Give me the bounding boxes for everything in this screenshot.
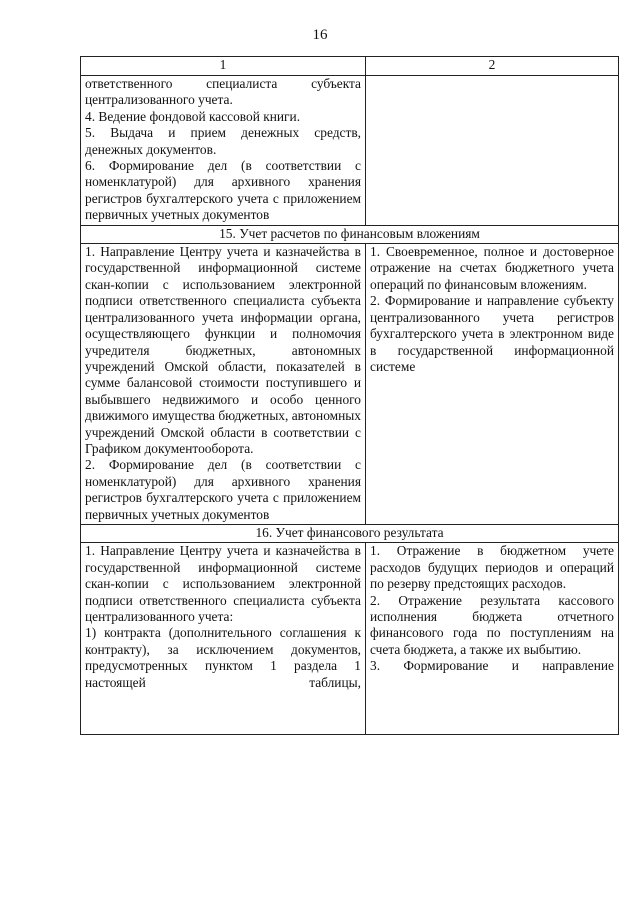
paragraph: 2. Отражение результата кассового исполнения бюджета отчетного финансового года по поступлениям на счета бюджета, а также их выбытию.: [370, 592, 614, 657]
paragraph: 6. Формирование дел (в соответствии с номенклатурой) для архивного хранения регистров бухгалтерского учета с приложением первичных учетных документов: [85, 158, 361, 223]
paragraph: 2. Формирование и направление субъекту централизованного учета регистров бухгалтерского учета в электронном виде в государственной информационной системе: [370, 293, 614, 374]
table-row-section-16: [81, 543, 619, 735]
cell-content-clipped: [370, 543, 614, 733]
paragraph: 5. Выдача и прием денежных средств, денежных документов.: [85, 125, 361, 157]
paragraph: 4. Ведение фондовой кассовой книги.: [85, 108, 301, 124]
column-header-2: 2: [366, 57, 619, 76]
section-15-title-row: [81, 225, 619, 243]
paragraph: 3. Формирование и направление: [370, 658, 614, 674]
paragraph: 1. Отражение в бюджетном учете расходов будущих периодов и операций по резерву предстоящих расходов.: [370, 543, 614, 592]
section-15-right-cell: [366, 244, 619, 525]
continuation-left-cell: [81, 76, 366, 226]
paragraph: 2. Формирование дел (в соответствии с номенклатурой) для архивного хранения регистров бухгалтерского учета с приложением первичных учетных документов: [85, 457, 361, 522]
section-16-right-cell: [366, 543, 619, 735]
section-16-title: 16. Учет финансового результата: [81, 524, 619, 542]
section-16-title-row: [81, 524, 619, 542]
paragraph: 1. Направление Центру учета и казначейства в государственной информационной системе скан-копии с использованием электронной подписи ответственного специалиста субъекта централизованного учета информации органа, осуществляющего функции и полномочия учредителя бюджетных, автономных учреждений Омской области, показателей в сумме балансовой стоимости поступившего и выбывшего недвижимого и особо ценного движимого имущества бюджетных, автономных учреждений Омской области в соответствии с Графиком документооборота.: [85, 244, 361, 456]
table-row-section-15: [81, 244, 619, 525]
paragraph: 1. Направление Центру учета и казначейства в государственной информационной системе скан-копии с использованием электронной подписи ответственного специалиста субъекта централизованного учета:: [85, 543, 361, 624]
cell-content-clipped: [85, 543, 361, 733]
section-15-left-cell: [81, 244, 366, 525]
section-15-title: 15. Учет расчетов по финансовым вложениям: [81, 225, 619, 243]
table-header-row: [81, 57, 619, 76]
paragraph: ответственного специалиста субъекта централизованного учета.: [85, 76, 361, 108]
section-16-left-cell: [81, 543, 366, 735]
column-header-1: 1: [81, 57, 366, 76]
responsibility-table: [80, 56, 619, 735]
page-number: 16: [312, 27, 328, 43]
continuation-right-cell: [366, 76, 619, 226]
table-row-continuation: [81, 76, 619, 226]
paragraph: 1. Своевременное, полное и достоверное отражение на счетах бюджетного учета операций по финансовым вложениям.: [370, 244, 614, 292]
paragraph: 1) контракта (дополнительного соглашения к контракту), за исключением документов, предусмотренных пунктом 1 раздела 1 настоящей таблицы,: [85, 625, 361, 690]
